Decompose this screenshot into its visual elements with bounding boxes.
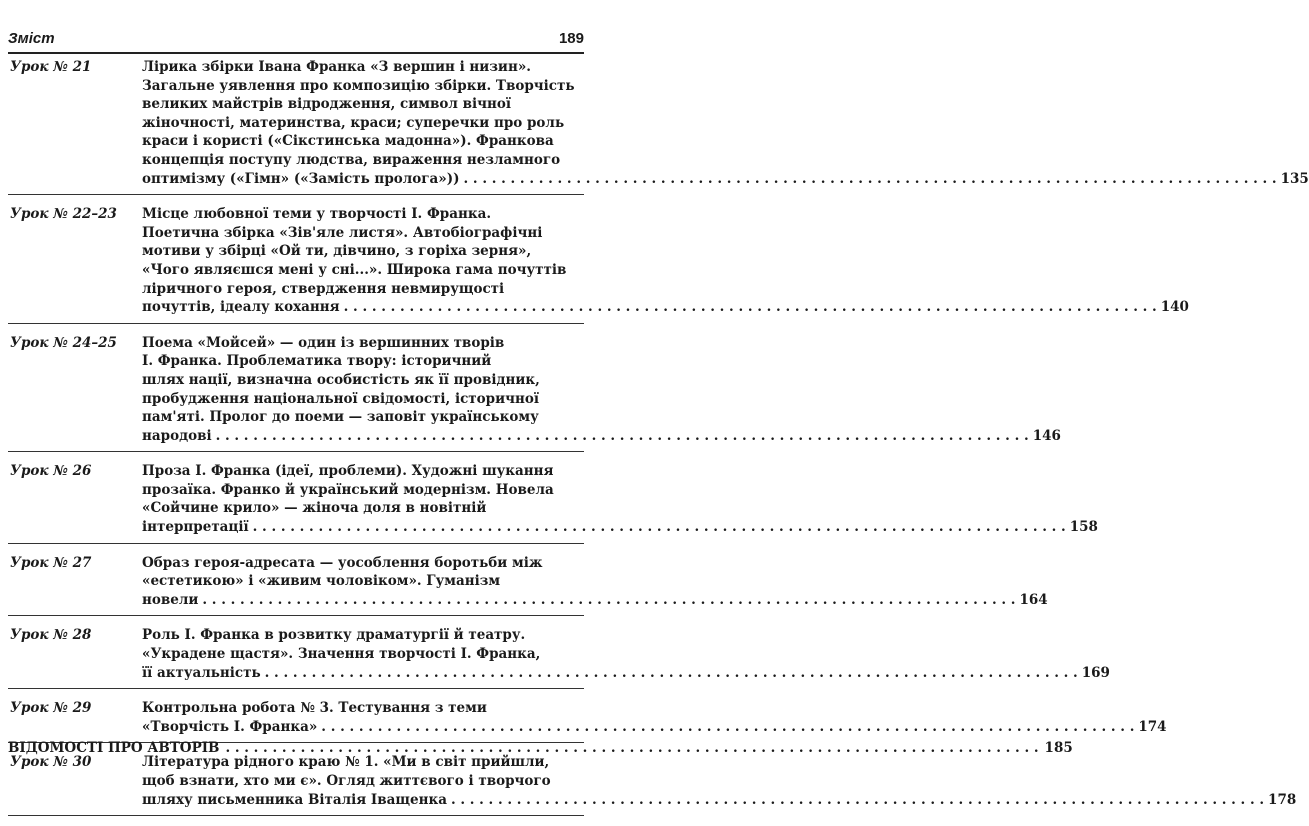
toc-entry[interactable] — [8, 753, 1297, 816]
leader-dots — [265, 664, 1078, 683]
lesson-description — [130, 753, 1296, 809]
description-line: Контрольна робота № 3. Тестування з теми — [142, 700, 487, 717]
toc-entry[interactable] — [8, 58, 1309, 195]
lesson-label: Урок № 26 — [10, 463, 92, 480]
leader-dots — [451, 791, 1264, 810]
lesson-description — [130, 554, 1048, 610]
description-last-line — [142, 664, 1110, 683]
toc-entry[interactable] — [8, 699, 1167, 743]
page-header — [8, 28, 584, 54]
description-line: народові — [142, 427, 212, 444]
lesson-description — [130, 626, 1110, 682]
description-line: «Творчість І. Франка» — [142, 718, 318, 735]
leader-dots — [225, 740, 1038, 756]
toc-page-number: 185 — [1044, 740, 1073, 756]
description-line: мотиви у збірці «Ой ти, дівчино, з горіха зерня», — [142, 243, 532, 260]
lesson-label: Урок № 21 — [10, 59, 92, 75]
description-line: шляху письменника Віталія Іващенка — [142, 791, 447, 808]
lesson-description — [130, 205, 1189, 317]
description-line: концепція поступу людства, вираження незламного — [142, 151, 561, 168]
toc-entry-title: ВІДОМОСТІ ПРО АВТОРІВ — [8, 740, 220, 756]
description-line: Роль І. Франка в розвитку драматургії й театру. — [142, 627, 526, 644]
description-line: Поема «Мойсей» — один із вершинних творів — [142, 334, 505, 351]
leader-dots — [344, 298, 1157, 317]
description-line: Проза І. Франка (ідеї, проблеми). Художні шукання — [142, 463, 554, 480]
description-line: Місце любовної теми у творчості І. Франка. — [142, 206, 492, 223]
description-last-line — [142, 170, 1309, 189]
leader-dots — [464, 170, 1277, 189]
description-line: «Сойчине крило» — жіноча доля в новітній — [142, 500, 487, 517]
leader-dots — [202, 591, 1015, 610]
toc-entry[interactable] — [8, 626, 1110, 689]
lesson-description — [130, 699, 1167, 736]
description-line: шлях нації, визначна особистість як її провідник, — [142, 371, 540, 388]
lesson-label: Урок № 30 — [10, 754, 92, 771]
toc-entry-authors[interactable] — [8, 740, 1073, 756]
description-line: Образ героя-адресата — уособлення боротьби між — [142, 554, 543, 571]
page-number: 189 — [558, 30, 584, 47]
lesson-label: Урок № 22–23 — [10, 206, 117, 223]
description-last-line — [142, 518, 1098, 537]
description-line: її актуальність — [142, 664, 261, 681]
description-line: «естетикою» і «живим чоловіком». Гуманізм — [142, 573, 501, 590]
description-last-line — [142, 791, 1296, 810]
lesson-description — [130, 334, 1061, 446]
description-line: Загальне уявлення про композицію збірки. Творчість — [142, 77, 575, 94]
lesson-label: Урок № 28 — [10, 627, 92, 644]
description-last-line — [142, 298, 1189, 317]
description-line: оптимізму («Гімн» («Замість пролога»)) — [142, 170, 460, 187]
description-last-line — [142, 718, 1167, 737]
description-line: І. Франка. Проблематика твору: історичний — [142, 353, 492, 370]
leader-dots — [216, 427, 1029, 446]
toc-page-number: 140 — [1160, 299, 1189, 316]
description-line: щоб взнати, хто ми є». Огляд життєвого і творчого — [142, 773, 551, 789]
toc-entry[interactable] — [8, 554, 1048, 617]
description-line: великих майстрів відродження, символ вічної — [142, 96, 512, 113]
description-line: Поетична збірка «Зів'яле листя». Автобіографічні — [142, 224, 543, 241]
lesson-label: Урок № 24–25 — [10, 334, 117, 351]
toc-page-number: 164 — [1019, 591, 1048, 608]
toc-page-number: 174 — [1138, 718, 1167, 735]
page-title: Зміст — [8, 30, 55, 47]
description-line: краси і користі («Сікстинська мадонна»). Франкова — [142, 133, 554, 150]
lesson-description — [130, 462, 1098, 536]
description-line: прозаїка. Франко й український модернізм. Новела — [142, 481, 554, 498]
toc-page-number: 178 — [1268, 791, 1297, 808]
description-last-line — [142, 591, 1048, 610]
description-line: пам'яті. Пролог до поеми — заповіт українському — [142, 409, 539, 426]
toc-page-number: 135 — [1280, 170, 1309, 187]
toc-entry[interactable] — [8, 462, 1098, 543]
description-line: почуттів, ідеалу кохання — [142, 299, 340, 316]
description-line: ліричного героя, ствердження невмирущості — [142, 280, 505, 297]
description-line: Література рідного краю № 1. «Ми в світ прийшли, — [142, 754, 550, 771]
description-line: жіночності, материнства, краси; суперечки про роль — [142, 114, 565, 131]
description-line: «Чого являєшся мені у сні...». Широка гама почуттів — [142, 261, 567, 278]
description-line: Лірика збірки Івана Франка «З вершин і низин». — [142, 59, 531, 75]
leader-dots — [321, 718, 1134, 737]
description-line: новели — [142, 591, 199, 608]
leader-dots — [253, 518, 1066, 537]
lesson-label: Урок № 27 — [10, 554, 92, 571]
description-last-line — [142, 427, 1061, 446]
description-line: інтерпретації — [142, 519, 249, 536]
lesson-description — [130, 58, 1309, 188]
toc-page-number: 169 — [1081, 664, 1110, 681]
description-line: «Украдене щастя». Значення творчості І. Франка, — [142, 646, 541, 663]
toc-entry[interactable] — [8, 334, 1061, 453]
description-line: пробудження національної свідомості, історичної — [142, 390, 540, 407]
toc-page-number: 158 — [1069, 519, 1098, 536]
lesson-label: Урок № 29 — [10, 700, 92, 717]
toc-entry[interactable] — [8, 205, 1189, 324]
toc-page-number: 146 — [1032, 427, 1061, 444]
